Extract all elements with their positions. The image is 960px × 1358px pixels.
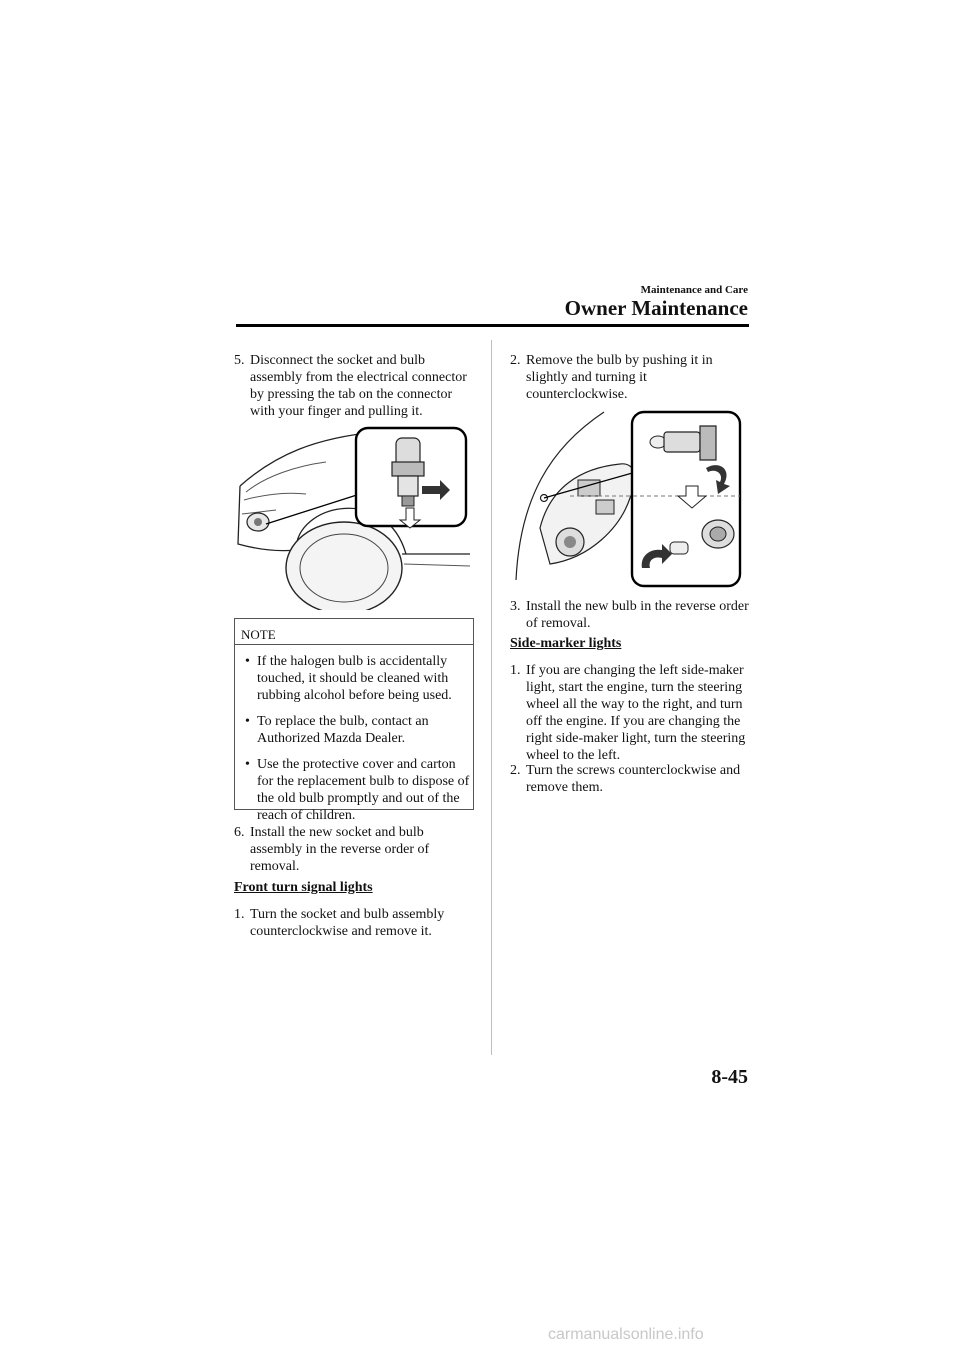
step-number: 1. xyxy=(510,663,521,678)
step-number: 2. xyxy=(510,353,521,368)
step-text: Disconnect the socket and bulb assembly from the electrical connector by pressing the tab on the connector with your finger and pulling it. xyxy=(250,353,467,419)
step-number: 1. xyxy=(234,907,245,922)
note-list xyxy=(235,653,473,824)
headlight-connector-illustration xyxy=(236,424,470,610)
step-text: Install the new bulb in the reverse order of removal. xyxy=(526,599,749,631)
step-5 xyxy=(234,352,474,420)
watermark: carmanualsonline.info xyxy=(548,1326,704,1343)
page-number: 8-45 xyxy=(711,1066,748,1088)
step-text: Install the new socket and bulb assembly in the reverse order of removal. xyxy=(250,825,430,874)
note-item: • Use the protective cover and carton for the replacement bulb to dispose of the old bulb promptly and out of the reach of children. xyxy=(245,757,470,823)
note-box xyxy=(234,618,474,823)
step-text: Remove the bulb by pushing it in slightly and turning it counterclockwise. xyxy=(526,353,713,402)
section-title: Maintenance and Care xyxy=(640,284,748,296)
side-step-1 xyxy=(510,662,750,764)
step-number: 6. xyxy=(234,825,245,840)
step-number: 5. xyxy=(234,353,245,368)
step-text: If you are changing the left side-maker light, start the engine, turn the steering wheel all the way to the right, and turn off the engine. If you are changing the right side-maker light, turn the steering wheel to the left. xyxy=(526,663,746,763)
step-2 xyxy=(510,352,750,403)
chapter-title: Owner Maintenance xyxy=(564,296,748,320)
step-3 xyxy=(510,598,750,632)
note-item: • To replace the bulb, contact an Authorized Mazda Dealer. xyxy=(245,714,429,746)
header-rule xyxy=(236,324,749,327)
step-number: 2. xyxy=(510,763,521,778)
bulb-removal-illustration xyxy=(510,408,744,590)
step-6 xyxy=(234,824,474,875)
step-text: Turn the socket and bulb assembly counterclockwise and remove it. xyxy=(250,907,445,939)
bullet-icon: • xyxy=(245,714,250,729)
bullet-icon: • xyxy=(245,654,250,669)
step-number: 3. xyxy=(510,599,521,614)
bullet-icon: • xyxy=(245,757,250,772)
heading-side-marker: Side-marker lights xyxy=(510,636,622,651)
step-text: Turn the screws counterclockwise and remove them. xyxy=(526,763,741,795)
turn-step-1 xyxy=(234,906,474,940)
heading-front-turn-signal: Front turn signal lights xyxy=(234,880,373,895)
note-title: NOTE xyxy=(235,619,473,645)
note-item: • If the halogen bulb is accidentally touched, it should be cleaned with rubbing alcohol before being used. xyxy=(245,654,452,703)
side-step-2 xyxy=(510,762,750,796)
column-divider xyxy=(491,340,492,1055)
